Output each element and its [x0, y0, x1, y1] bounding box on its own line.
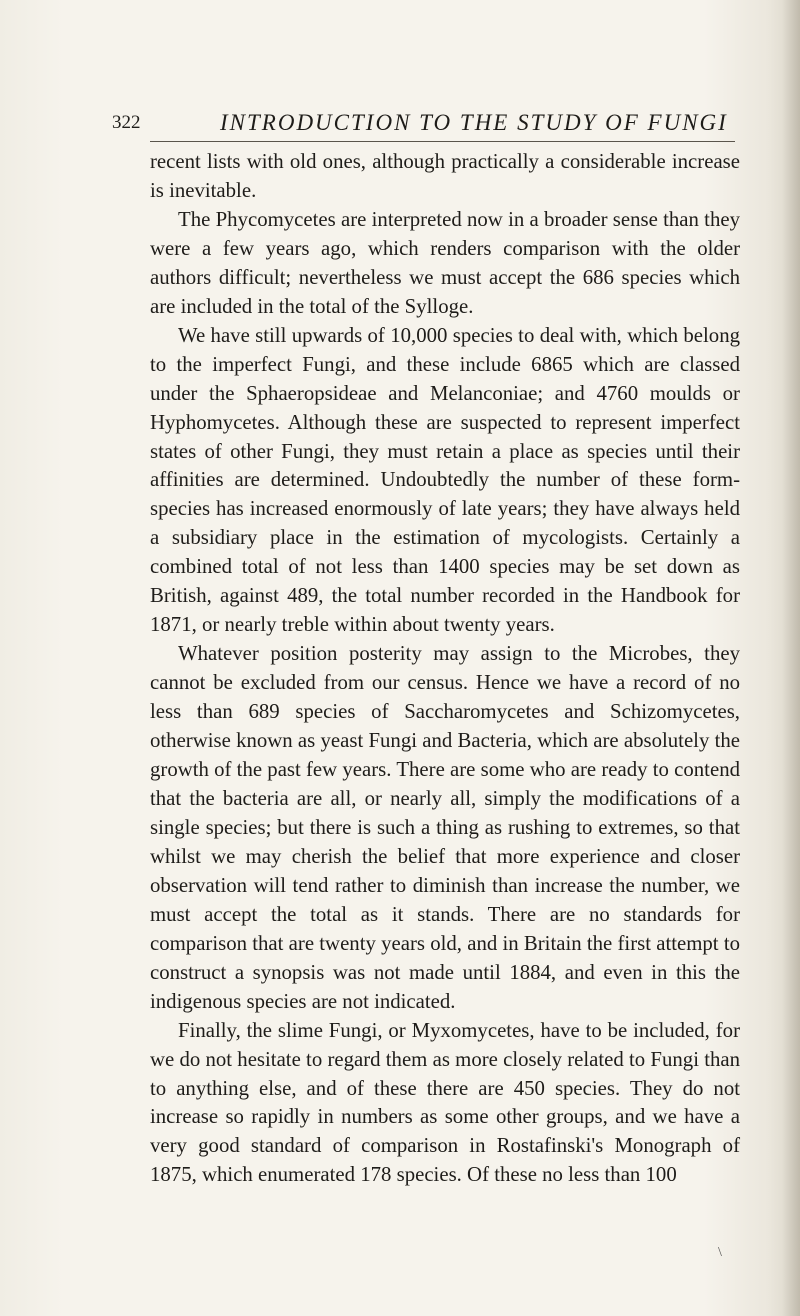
paragraph: Whatever position posterity may assign to the Microbes, they cannot be excluded from our census. Hence we have a record of no less than 689 species of Saccharomycetes and Schizomycetes, otherwise known as yeast Fungi and Bacteria, which are absolutely the growth of the past few years. There are some who are ready to contend that the bacteria are all, or nearly all, simply the modifications of a single species; but there is such a thing as rushing to extremes, so that whilst we may cherish the belief that more experience and closer observation will tend rather to diminish than increase the number, we must accept the total as it stands. There are no standards for comparison that are twenty years old, and in Britain the first attempt to construct a synopsis was not made until 1884, and even in this the indigenous species are not indicated. [150, 642, 740, 1013]
paragraph: The Phycomycetes are interpreted now in a broader sense than they were a few years ago, which renders comparison with the older authors difficult; nevertheless we must accept the 686 species which are included in the total of the Sylloge. [150, 207, 740, 318]
page-header [112, 108, 732, 140]
body-text [150, 148, 740, 1190]
paragraph: Finally, the slime Fungi, or Myxomycetes, have to be included, for we do not hesitate to regard them as more closely related to Fungi than to anything else, and of these there are 450 species. They do not increase so rapidly in numbers as some other groups, and we have a very good standard of comparison in Rostafinski's Monograph of 1875, which enumerated 178 species. Of these no less than 100 [150, 1018, 740, 1187]
paragraph: recent lists with old ones, although practically a considerable increase is inevitable. [150, 150, 740, 202]
stray-mark: \ [718, 1245, 722, 1260]
running-head: INTRODUCTION TO THE STUDY OF FUNGI [220, 110, 728, 135]
header-rule [150, 141, 735, 142]
paragraph: We have still upwards of 10,000 species to deal with, which belong to the imperfect Fungi, and these include 6865 which are classed under the Sphaeropsideae and Melanconiae; and 4760 moulds or Hyphomycetes. Although these are suspected to represent imperfect states of other Fungi, they must retain a place as species until their affinities are determined. Undoubtedly the number of these form-species has increased enormously of late years; they have always held a subsidiary place in the estimation of mycologists. Certainly a combined total of not less than 1400 species may be set down as British, against 489, the total number recorded in the Handbook for 1871, or nearly treble within about twenty years. [150, 323, 740, 637]
page-number: 322 [112, 112, 141, 133]
page-edge-shadow [782, 0, 800, 1316]
